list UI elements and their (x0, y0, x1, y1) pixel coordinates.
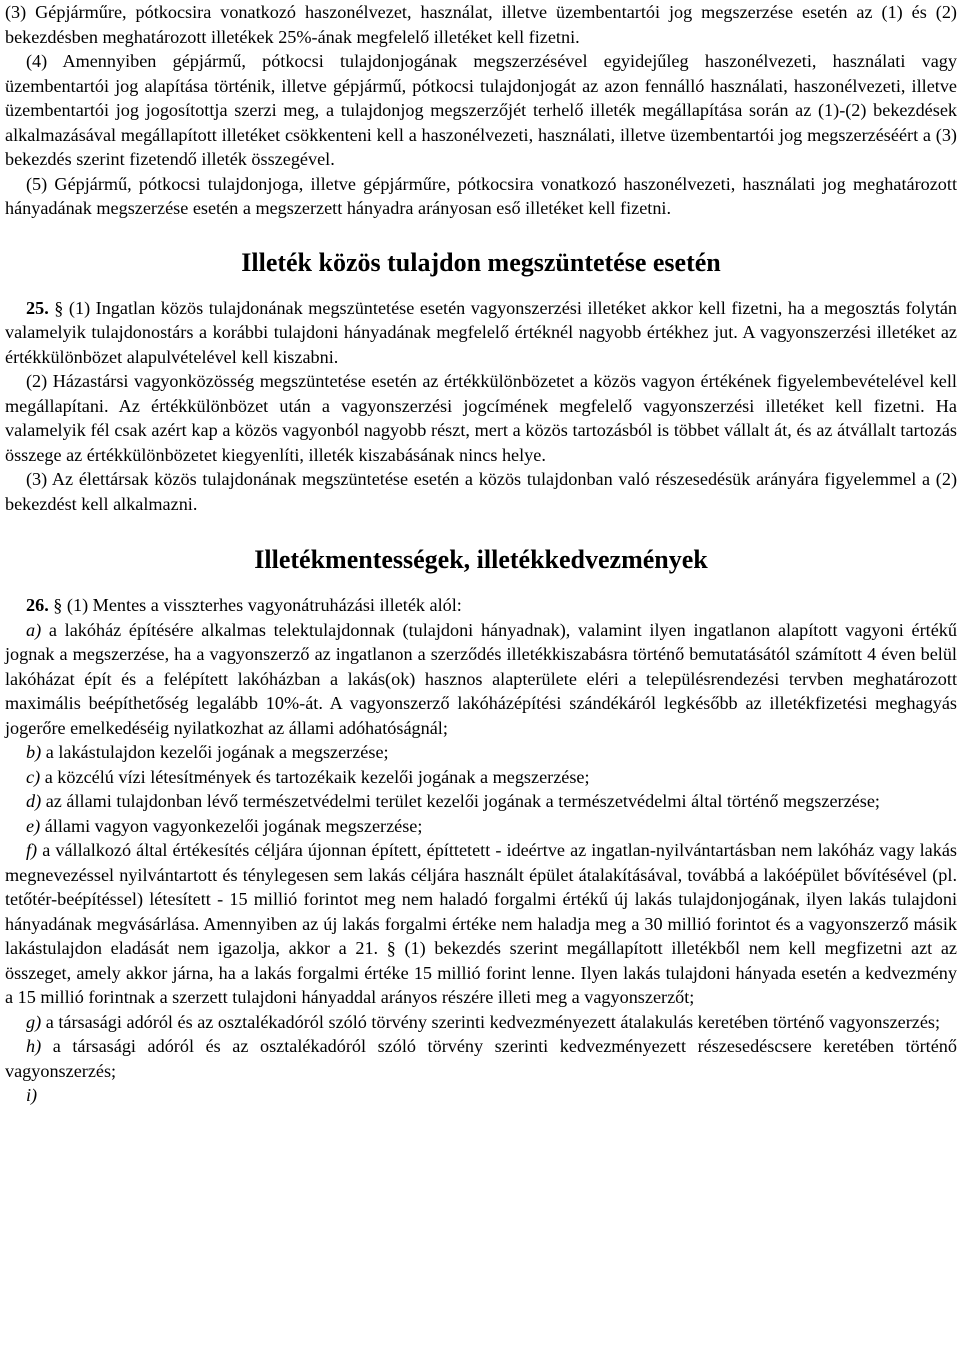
section-heading-exemptions: Illetékmentességek, illetékkedvezmények (254, 545, 708, 574)
paragraph-5: (5) Gépjármű, pótkocsi tulajdonjoga, illetve gépjárműre, pótkocsira vonatkozó haszonélvezeti, használati jog meghatározott hányadának megszerzése esetén a megszerzett hányadra arányosan eső illetéket kell fizetni. (5, 173, 957, 218)
item-text: állami vagyon vagyonkezelői jogának megszerzése; (44, 815, 423, 836)
item-letter: b) (26, 742, 42, 762)
item-letter: c) (26, 766, 41, 787)
item-text: a vállalkozó által értékesítés céljára újonnan épített, építtetett - ideértve az ingatlan-nyilvántartásban nem lakóház vagy lakás megnevezéssel nyilvántartott és ténylegesen sem lakás céljára használt épület átalakításával, továbbá a lakóépület bővítésével (pl. tetőtér-beépítéssel) létesített - 15 millió forintot meg nem haladó forgalmi értékű új lakás tulajdonjogának, ilyen lakás tulajdoni hányadának megvásárlása. Amennyiben az új lakás forgalmi értéke nem haladja meg a 30 millió forintot és a vagyonszerző másik lakástulajdon eladását nem igazolja, akkor a 21. § (1) bekezdés szerint megállapított illetékből nem kell megfizetni azt az összeget, amely akkor járna, ha a lakás forgalmi értéke 15 millió forint lenne. Ilyen lakás tulajdoni hányada esetén a kedvezmény a 15 millió forintnak a szerzett tulajdoni hányaddal arányos részére illeti meg a vagyonszerzőt; (5, 840, 957, 1007)
item-letter: f) (26, 840, 38, 860)
section-25-text-1: § (1) Ingatlan közös tulajdonának megszüntetése esetén vagyonszerzési illetéket akkor kell fizetni, ha a megosztás folytán valamelyik tulajdonostárs a korábbi tulajdoni hányadának megfelelő értéknél nagyobb értékhez jut. A vagyonszerzési illetéket az értékkülönbözet alapulvételével kell kiszabni. (5, 297, 957, 367)
item-text: az állami tulajdonban lévő természetvédelmi terület kezelői jogának a természetvédelmi által történő megszerzése; (45, 791, 880, 811)
list-item (5, 740, 957, 765)
section-heading-common-ownership: Illeték közös tulajdon megszüntetése esetén (241, 247, 721, 277)
list-item (5, 1034, 957, 1083)
section-number: 25. (26, 297, 49, 318)
section-25-paragraph-2: (2) Házastársi vagyonközösség megszüntetése esetén az értékkülönbözetet a közös vagyon értékének figyelembevételével kell megállapítani. Az értékkülönbözet után a vagyonszerzési jogcímének megfelelő vagyonszerzési illetéket kell fizetni. Ha valamelyik fél csak azért kap a közös vagyonból nagyobb részt, mert a közös tartozásból is többet vállalt át, és az átvállalt tartozás összege az értékkülönbözetet kiegyenlíti, illeték kiszabásának nincs helye. (5, 371, 957, 465)
list-item (5, 618, 957, 741)
paragraph-3-continued: (3) Gépjárműre, pótkocsira vonatkozó haszonélvezet, használat, illetve üzembentartói jog megszerzése esetén az (1) és (2) bekezdésben meghatározott illetékek 25%-ának megfelelő illetéket kell fizetni. (5, 2, 957, 47)
list-item (5, 814, 957, 839)
paragraph-4: (4) Amennyiben gépjármű, pótkocsi tulajdonjogának megszerzésével egyidejűleg haszonélvezeti, használati vagy üzembentartói jog alapítása történik, illetve gépjármű, pótkocsi tulajdonjogát az azon fennálló használati, haszonélvezeti, illetve üzembentartói jog jogosítottja szerzi meg, a tulajdonjog megszerzőjét terhelő illeték megállapítása során az (1)-(2) bekezdések alkalmazásával megállapított illetéket csökkenteni kell a haszonélvezeti, használati, illetve üzembentartói jog megszerzéséért a (3) bekezdés szerint fizetendő illeték összegével. (5, 51, 957, 169)
section-26-paragraph-1 (5, 593, 957, 618)
item-letter: a) (26, 619, 42, 640)
item-letter: d) (26, 791, 42, 811)
section-number: 26. (26, 595, 49, 615)
item-letter: g) (26, 1011, 42, 1032)
item-letter: i) (26, 1085, 38, 1105)
item-letter: h) (26, 1036, 42, 1056)
document-page (5, 0, 957, 1108)
section-25-paragraph-3: (3) Az élettársak közös tulajdonának megszüntetése esetén a közös tulajdonban való részesedésük arányára figyelemmel a (2) bekezdést kell alkalmazni. (5, 469, 957, 514)
list-item (5, 838, 957, 1010)
list-item (5, 1083, 957, 1108)
item-text: a lakástulajdon kezelői jogának a megszerzése; (45, 742, 389, 762)
item-text: a közcélú vízi létesítmények és tartozékaik kezelői jogának a megszerzése; (44, 766, 590, 787)
section-25-paragraph-1 (5, 296, 957, 370)
item-text: a társasági adóról és az osztalékadóról szóló törvény szerinti kedvezményezett részesedéscsere keretében történő vagyonszerzés; (5, 1036, 957, 1081)
list-item (5, 765, 957, 790)
section-26-text-1: § (1) Mentes a visszterhes vagyonátruházási illeték alól: (53, 595, 462, 615)
list-item (5, 789, 957, 814)
item-text: a lakóház építésére alkalmas telektulajdonnak (tulajdoni hányadnak), valamint ilyen ingatlanon alapított vagyoni értékű jognak a megszerzése, ha a vagyonszerző az ingatlanon a szerződés illetékkiszabásra történő bemutatásától számított 4 éven belül lakóházat épít és a felépített lakóházban a lakás(ok) hasznos alapterülete eléri a településrendezési tervben meghatározott maximális beépíthetőség legalább 10%-át. A vagyonszerző lakóházépítési szándékáról legkésőbb az illetékfizetési meghagyás jogerőre emelkedéséig nyilatkozhat az állami adóhatóságnál; (5, 619, 957, 738)
list-item (5, 1010, 957, 1035)
item-text: a társasági adóról és az osztalékadóról szóló törvény szerinti kedvezményezett átalakulás keretében történő vagyonszerzés; (45, 1011, 941, 1032)
item-letter: e) (26, 815, 41, 836)
